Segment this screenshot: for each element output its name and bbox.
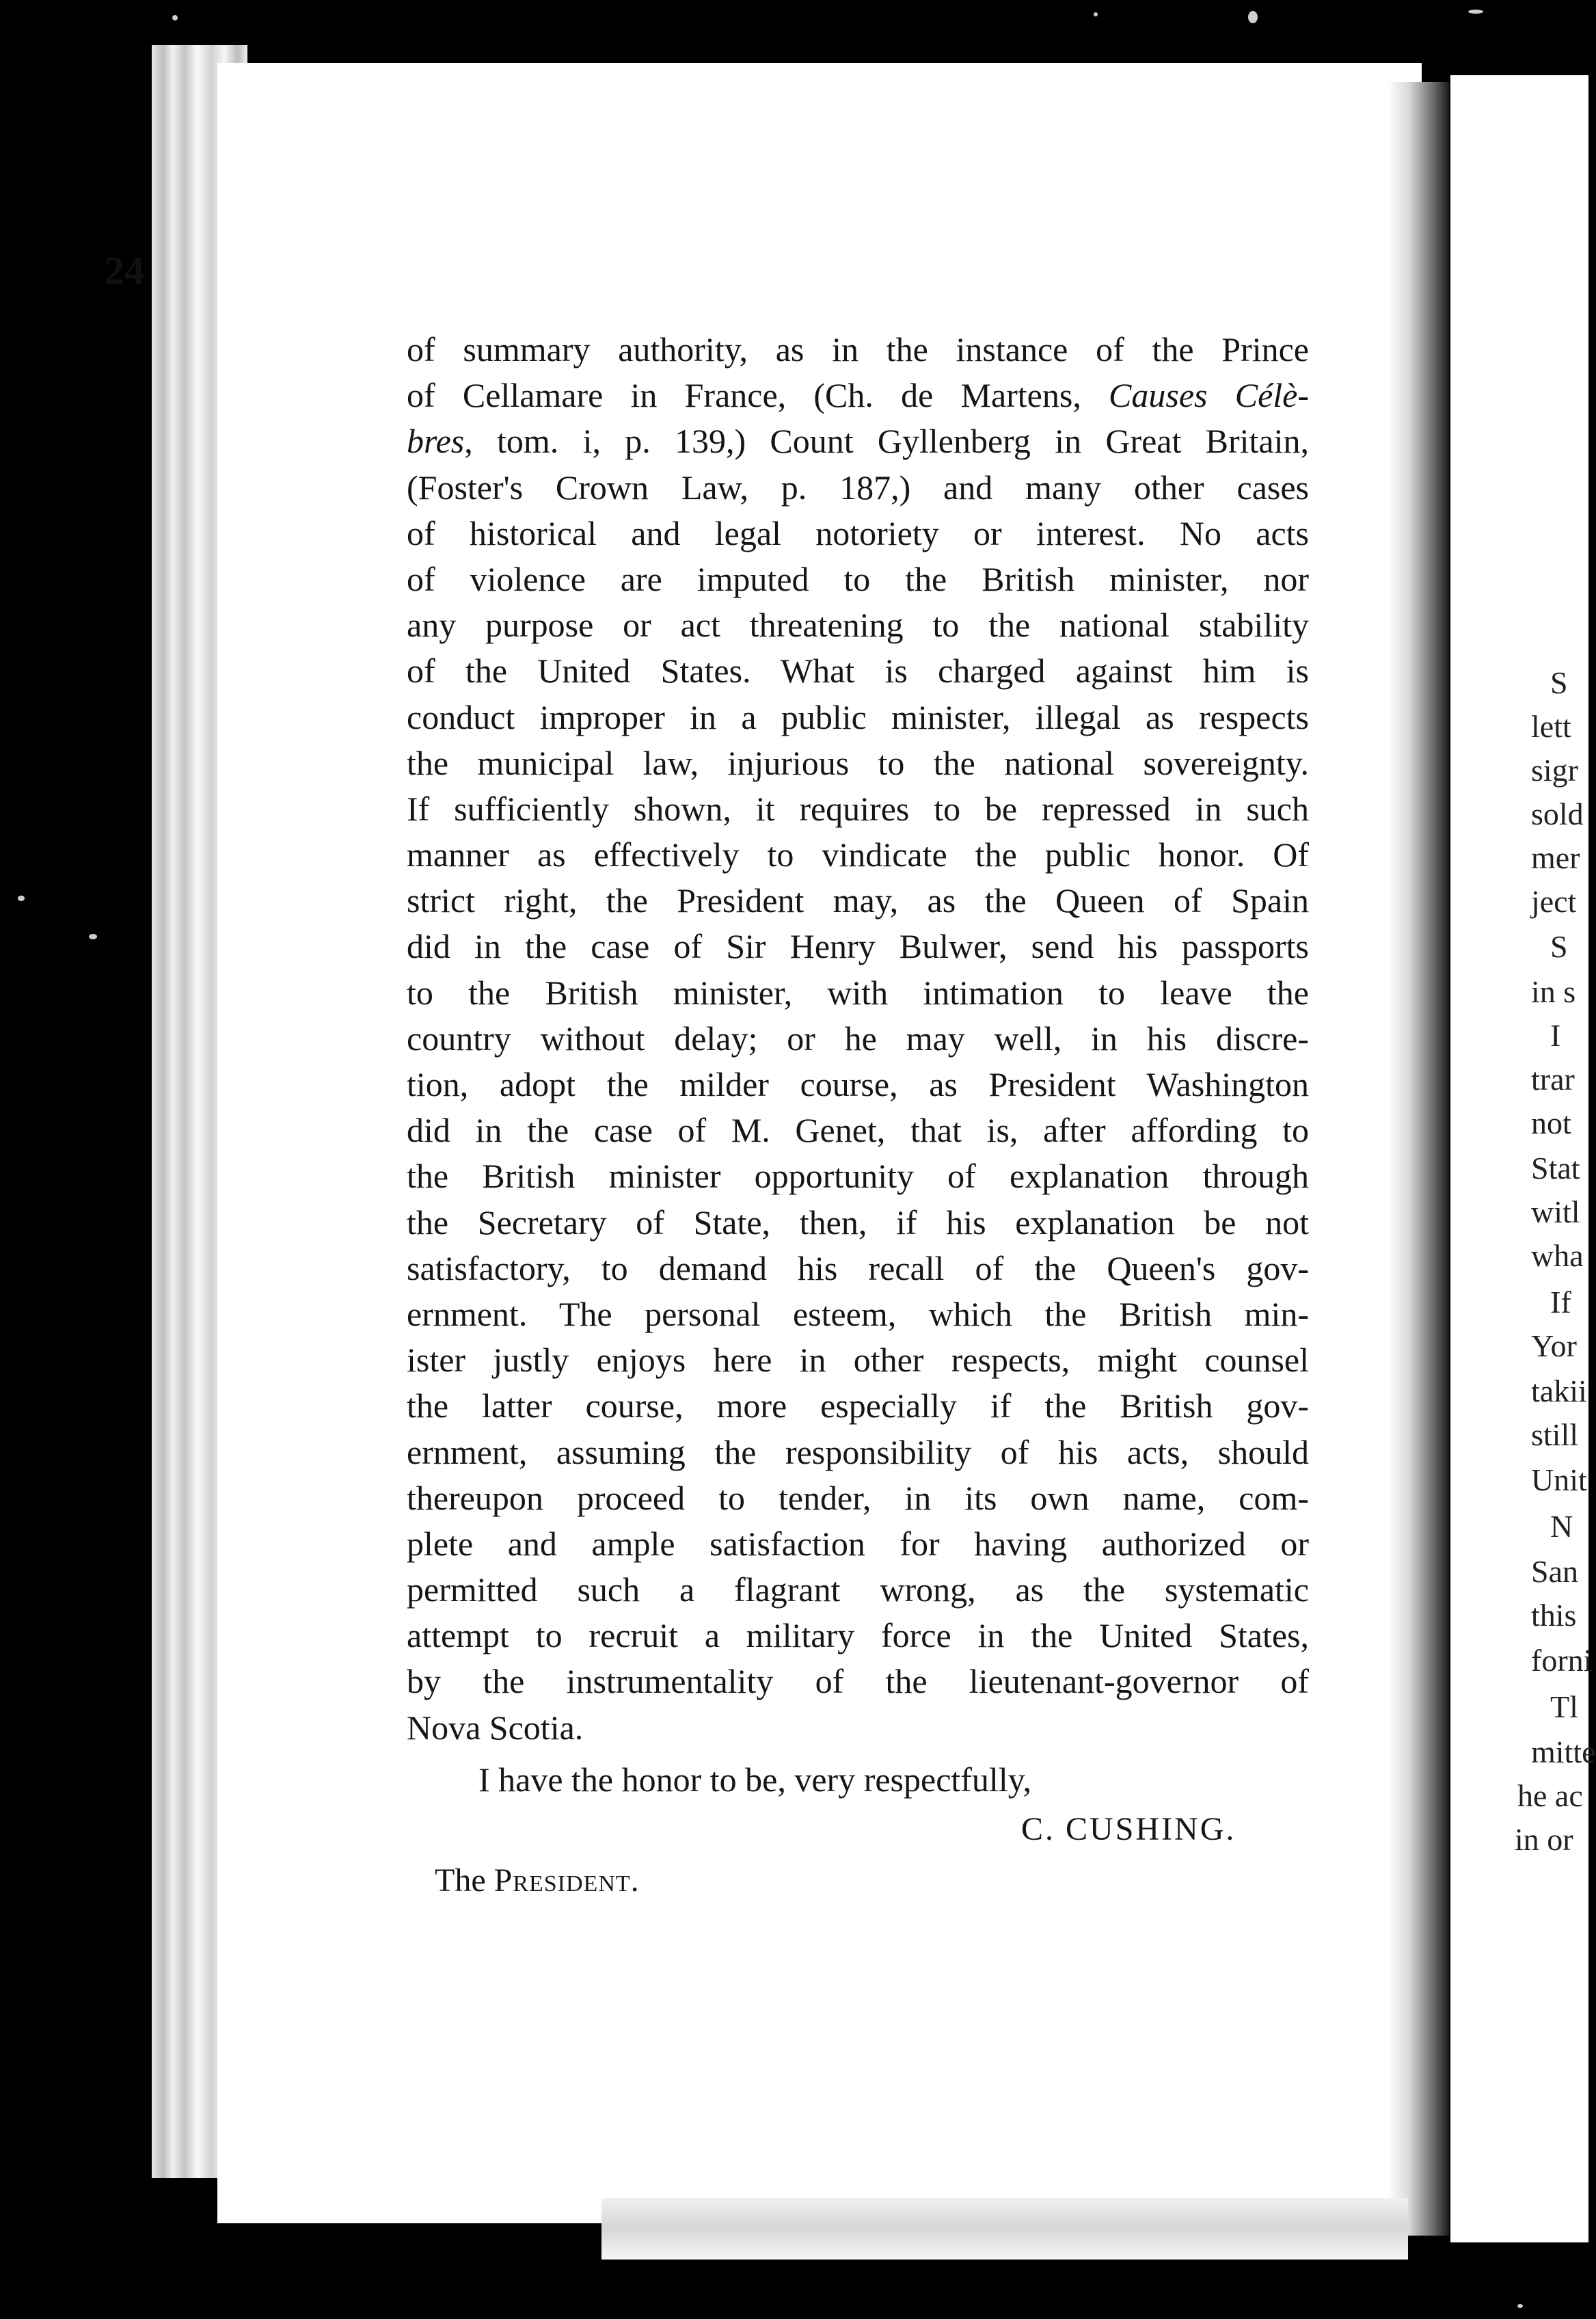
facing-page-fragment: I <box>1550 1018 1561 1053</box>
text-line: thereupon proceed to tender, in its own name, com- <box>407 1478 1309 1517</box>
addressee <box>435 1862 640 1899</box>
facing-page-fragment: S <box>1550 665 1568 700</box>
scan-speck <box>172 15 178 21</box>
facing-page-fragment: forni <box>1531 1643 1593 1678</box>
facing-page-fragment: in or <box>1515 1822 1573 1857</box>
text-line: of violence are imputed to the British minister, nor <box>407 559 1309 598</box>
scan-speck <box>1468 10 1483 14</box>
facing-page-fragment: mer <box>1531 840 1580 875</box>
text-line: If sufficiently shown, it requires to be repressed in such <box>407 789 1309 828</box>
facing-page-fragment: not <box>1531 1105 1571 1140</box>
facing-page-fragment: N <box>1550 1509 1573 1544</box>
facing-page-fragment: trar <box>1531 1062 1575 1097</box>
text-line: to the British minister, with intimation to leave the <box>407 973 1309 1012</box>
text-line: of Cellamare in France, (Ch. de Martens, Causes Célè- <box>407 376 1309 415</box>
text-line: bres, tom. i, p. 139,) Count Gyllenberg in Great Britain, <box>407 422 1309 461</box>
facing-page-fragment: he ac <box>1517 1778 1583 1813</box>
addressee-prefix: The <box>435 1862 494 1899</box>
facing-page-fragment: If <box>1550 1285 1571 1319</box>
text-line: by the instrumentality of the lieutenant-governor of <box>407 1662 1309 1701</box>
page-number: 24 <box>105 248 144 293</box>
facing-page-fragment: ject <box>1531 884 1577 919</box>
text-line: ister justly enjoys here in other respects, might counsel <box>407 1341 1309 1380</box>
text-line: of summary authority, as in the instance of the Prince <box>407 330 1309 368</box>
facing-page-fragment: sigr <box>1531 753 1578 788</box>
scan-speck <box>89 934 97 939</box>
text-line: of historical and legal notoriety or interest. No acts <box>407 513 1309 552</box>
page-bottom-edge <box>601 2198 1408 2260</box>
facing-page-fragment: lett <box>1531 709 1571 744</box>
signature: C. CUSHING. <box>1021 1811 1236 1847</box>
text-line: (Foster's Crown Law, p. 187,) and many other cases <box>407 468 1309 507</box>
facing-page-fragment: Stat <box>1531 1151 1580 1185</box>
text-line: tion, adopt the milder course, as President Washington <box>407 1065 1309 1103</box>
text-line: of the United States. What is charged against him is <box>407 652 1309 691</box>
text-line: did in the case of Sir Henry Bulwer, send his passports <box>407 927 1309 966</box>
text-line: any purpose or act threatening to the national stability <box>407 606 1309 645</box>
scan-speck <box>1094 12 1098 16</box>
body-text <box>407 327 1309 1751</box>
text-line: conduct improper in a public minister, illegal as respects <box>407 697 1309 736</box>
facing-page-fragment: San <box>1531 1554 1578 1589</box>
addressee-name: President. <box>493 1862 640 1899</box>
facing-page-fragment: takii <box>1531 1373 1587 1408</box>
text-line: satisfactory, to demand his recall of the Queen's gov- <box>407 1248 1309 1287</box>
facing-page-fragment: in s <box>1531 974 1576 1009</box>
text-line: manner as effectively to vindicate the public honor. Of <box>407 835 1309 874</box>
page-gutter-shadow <box>1388 82 1449 2236</box>
facing-page-fragment: Tl <box>1550 1689 1578 1724</box>
text-line: permitted such a flagrant wrong, as the systematic <box>407 1570 1309 1609</box>
text-line: plete and ample satisfaction for having authorized or <box>407 1524 1309 1563</box>
text-line: ernment, assuming the responsibility of his acts, should <box>407 1432 1309 1471</box>
text-line: the Secretary of State, then, if his explanation be not <box>407 1203 1309 1242</box>
text-line: ernment. The personal esteem, which the British min- <box>407 1294 1309 1333</box>
facing-page-fragment: sold <box>1531 796 1584 831</box>
text-line: attempt to recruit a military force in the United States, <box>407 1616 1309 1655</box>
scan-speck <box>1248 11 1258 23</box>
text-line: the latter course, more especially if the British gov- <box>407 1386 1309 1425</box>
facing-page-fragment: mitte <box>1531 1734 1596 1769</box>
facing-page-fragment: still <box>1531 1417 1579 1452</box>
facing-page-fragment: this <box>1531 1598 1577 1633</box>
facing-page-fragment: wha <box>1531 1238 1584 1273</box>
scan-speck <box>18 896 25 901</box>
facing-page-fragment: Yor <box>1531 1328 1577 1363</box>
scan-speck <box>1517 2304 1523 2308</box>
text-line: Nova Scotia. <box>407 1708 584 1747</box>
text-line: the British minister opportunity of explanation through <box>407 1157 1309 1196</box>
text-line: country without delay; or he may well, in his discre- <box>407 1019 1309 1058</box>
text-line: the municipal law, injurious to the national sovereignty. <box>407 743 1309 782</box>
text-line: did in the case of M. Genet, that is, after affording to <box>407 1111 1309 1150</box>
text-line: strict right, the President may, as the Queen of Spain <box>407 881 1309 920</box>
facing-page-fragment: Unit <box>1531 1462 1587 1497</box>
closing-line: I have the honor to be, very respectfully, <box>478 1760 1031 1799</box>
facing-page-fragment: S <box>1550 929 1568 964</box>
facing-page-fragment: witl <box>1531 1194 1580 1229</box>
